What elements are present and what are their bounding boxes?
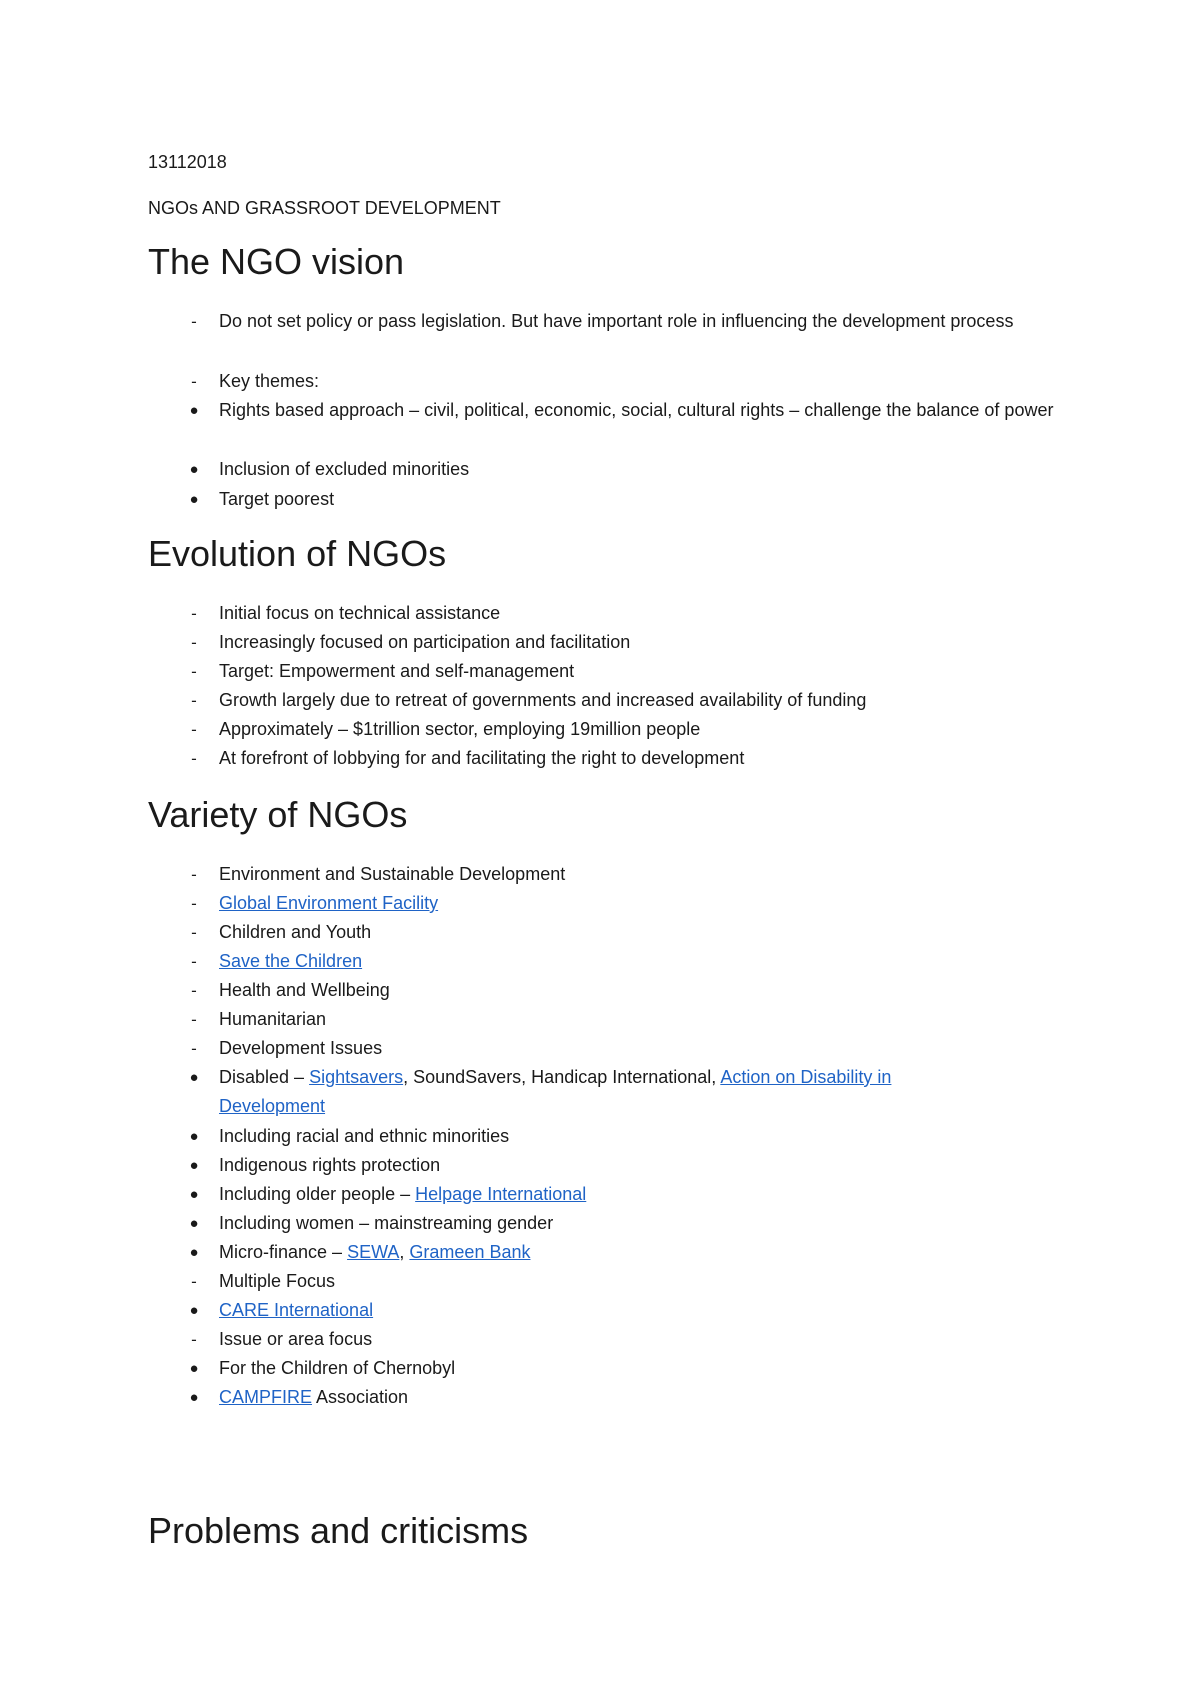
list-item-text: Issue or area focus <box>219 1329 373 1349</box>
list-item-text: Growth largely due to retreat of governments and increased availability of funding <box>219 690 867 710</box>
heading-ngo-vision: The NGO vision <box>148 241 405 282</box>
dash-marker: - <box>191 981 197 1000</box>
list-item <box>0 976 1200 1005</box>
list-item <box>0 1267 1200 1296</box>
list-item <box>0 1383 1200 1412</box>
link-global-environment-facility[interactable]: Global Environment Facility <box>219 893 439 913</box>
list-item <box>0 715 1200 744</box>
course-title: NGOs AND GRASSROOT DEVELOPMENT <box>148 198 501 218</box>
bullet-icon: ● <box>189 1157 199 1174</box>
dash-marker: - <box>191 1330 197 1349</box>
list-item <box>0 455 1200 484</box>
list-item <box>0 686 1200 715</box>
dash-marker: - <box>191 865 197 884</box>
link-action-on-disability[interactable]: Action on Disability in Development <box>219 1067 892 1116</box>
list-item <box>0 485 1200 514</box>
list-item-text: Initial focus on technical assistance <box>219 603 501 623</box>
document-date: 13112018 <box>148 152 227 172</box>
bullet-icon: ● <box>189 402 199 419</box>
list-item-text: Health and Wellbeing <box>219 980 390 1000</box>
list-item <box>0 1296 1200 1325</box>
list-item-text: CAMPFIRE Association <box>219 1387 409 1407</box>
dash-marker: - <box>191 633 197 652</box>
list-item-text: Do not set policy or pass legislation. But have important role in influencing the development process <box>219 311 1014 331</box>
list-item-text: Indigenous rights protection <box>219 1155 441 1175</box>
list-item-text: Target poorest <box>219 489 335 509</box>
list-item-text: Target: Empowerment and self-management <box>219 661 575 681</box>
list-item-text: Inclusion of excluded minorities <box>219 459 470 479</box>
dash-marker: - <box>191 1272 197 1291</box>
dash-marker: - <box>191 604 197 623</box>
heading-evolution: Evolution of NGOs <box>148 533 447 574</box>
list-item-text: Micro-finance – SEWA, Grameen Bank <box>219 1242 531 1262</box>
dash-marker: - <box>191 894 197 913</box>
list-item-text: For the Children of Chernobyl <box>219 1358 456 1378</box>
list-item <box>0 307 1200 365</box>
list-item <box>0 599 1200 628</box>
dash-marker: - <box>191 312 197 331</box>
heading-variety: Variety of NGOs <box>148 794 408 835</box>
list-item-text: Including women – mainstreaming gender <box>219 1213 554 1233</box>
link-helpage-international[interactable]: Helpage International <box>415 1184 587 1204</box>
heading-problems-criticisms: Problems and criticisms <box>148 1510 529 1551</box>
bullet-icon: ● <box>189 491 199 508</box>
list-item <box>0 1122 1200 1151</box>
bullet-icon: ● <box>189 1360 199 1377</box>
link-sewa[interactable]: SEWA <box>347 1242 400 1262</box>
bullet-icon: ● <box>189 1069 199 1086</box>
list-item-text: Including racial and ethnic minorities <box>219 1126 510 1146</box>
dash-marker: - <box>191 1039 197 1058</box>
list-item <box>0 1151 1200 1180</box>
list-item <box>0 947 1200 976</box>
list-item <box>0 889 1200 918</box>
dash-marker: - <box>191 691 197 710</box>
dash-marker: - <box>191 952 197 971</box>
list-item <box>0 860 1200 889</box>
dash-marker: - <box>191 749 197 768</box>
link-care-international[interactable]: CARE International <box>219 1300 374 1320</box>
list-item-text: Key themes: <box>219 371 320 391</box>
list-item-text: Multiple Focus <box>219 1271 336 1291</box>
bullet-icon: ● <box>189 1128 199 1145</box>
dash-marker: - <box>191 372 197 391</box>
list-item-text: Including older people – Helpage International <box>219 1184 587 1204</box>
dash-marker: - <box>191 923 197 942</box>
list-item <box>0 396 1200 454</box>
list-item-text: At forefront of lobbying for and facilitating the right to development <box>219 748 745 768</box>
list-item <box>0 1034 1200 1063</box>
bullet-icon: ● <box>189 1302 199 1319</box>
link-grameen-bank[interactable]: Grameen Bank <box>409 1242 531 1262</box>
link-sightsavers[interactable]: Sightsavers <box>309 1067 404 1087</box>
list-item <box>0 367 1200 396</box>
list-item <box>0 1238 1200 1267</box>
dash-marker: - <box>191 720 197 739</box>
list-item <box>0 1209 1200 1238</box>
list-item-text: Environment and Sustainable Development <box>219 864 566 884</box>
bullet-icon: ● <box>189 461 199 478</box>
list-item <box>0 744 1200 773</box>
bullet-icon: ● <box>189 1215 199 1232</box>
dash-marker: - <box>191 662 197 681</box>
list-item <box>0 1005 1200 1034</box>
list-item-text: Development Issues <box>219 1038 383 1058</box>
bullet-icon: ● <box>189 1186 199 1203</box>
list-item <box>0 1325 1200 1354</box>
list-item-text: Approximately – $1trillion sector, employing 19million people <box>219 719 701 739</box>
link-campfire[interactable]: CAMPFIRE <box>219 1387 313 1407</box>
list-item-text: Disabled – Sightsavers, SoundSavers, Handicap International, Action on Disability in Development <box>219 1067 892 1116</box>
list-item-text: Humanitarian <box>219 1009 327 1029</box>
list-item <box>0 628 1200 657</box>
list-item <box>0 1180 1200 1209</box>
list-item-text: Rights based approach – civil, political, economic, social, cultural rights – challenge the balance of power <box>219 400 1054 420</box>
list-item <box>0 1354 1200 1383</box>
bullet-icon: ● <box>189 1389 199 1406</box>
list-item-text: Children and Youth <box>219 922 372 942</box>
dash-marker: - <box>191 1010 197 1029</box>
bullet-icon: ● <box>189 1244 199 1261</box>
list-item-text: Increasingly focused on participation and facilitation <box>219 632 631 652</box>
list-item <box>0 657 1200 686</box>
link-save-the-children[interactable]: Save the Children <box>219 951 363 971</box>
list-item <box>0 1063 1200 1121</box>
list-item <box>0 918 1200 947</box>
